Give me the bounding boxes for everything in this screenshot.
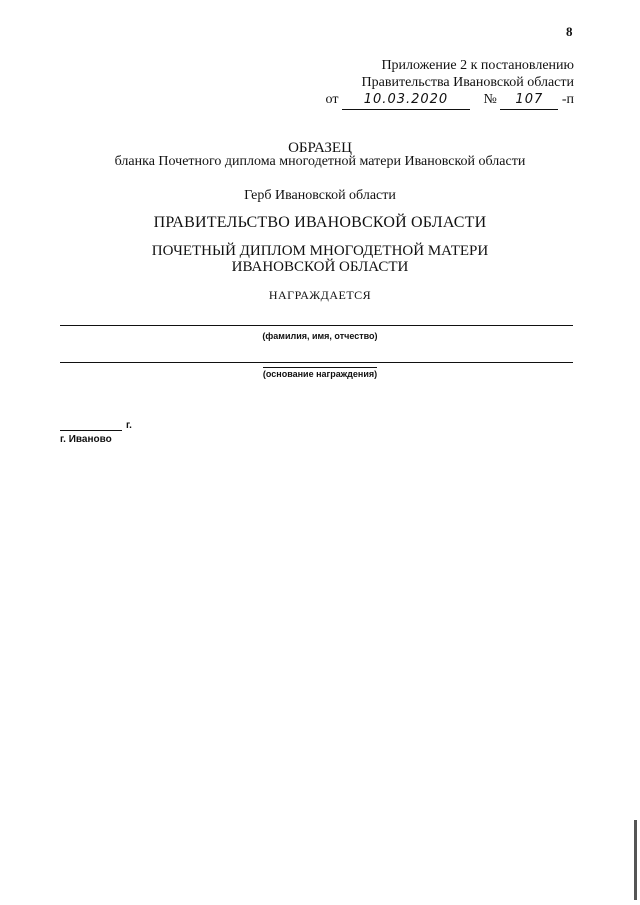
sample-subtitle: бланка Почетного диплома многодетной матери Ивановской области bbox=[114, 154, 526, 169]
handwritten-date: 10.03.2020 bbox=[342, 91, 470, 110]
appendix-date-number-line bbox=[326, 91, 574, 110]
scan-edge-mark bbox=[634, 820, 637, 900]
reason-field-caption: (основание награждения) bbox=[262, 369, 378, 379]
government-heading: ПРАВИТЕЛЬСТВО ИВАНОВСКОЙ ОБЛАСТИ bbox=[153, 214, 487, 231]
name-field-line bbox=[60, 325, 573, 326]
from-prefix: от bbox=[325, 92, 339, 107]
year-line bbox=[60, 420, 132, 431]
number-prefix: № bbox=[483, 92, 497, 107]
diploma-title-line-2: ИВАНОВСКОЙ ОБЛАСТИ bbox=[231, 259, 409, 275]
reason-field-line bbox=[60, 362, 573, 363]
name-field-caption: (фамилия, имя, отчество) bbox=[262, 331, 378, 341]
appendix-line-1: Приложение 2 к постановлению bbox=[381, 58, 574, 73]
diploma-title-line-1: ПОЧЕТНЫЙ ДИПЛОМ МНОГОДЕТНОЙ МАТЕРИ bbox=[151, 243, 489, 259]
emblem-placeholder: Герб Ивановской области bbox=[244, 188, 396, 203]
page-number: 8 bbox=[566, 24, 573, 39]
year-suffix: г. bbox=[126, 420, 132, 431]
appendix-line-2: Правительства Ивановской области bbox=[361, 75, 574, 90]
number-suffix: -п bbox=[561, 92, 574, 107]
sample-heading: ОБРАЗЕЦ bbox=[288, 140, 352, 156]
city-label: г. Иваново bbox=[60, 434, 112, 445]
reason-field-caption-wrap bbox=[0, 367, 640, 379]
year-blank bbox=[60, 430, 122, 431]
awarded-label: НАГРАЖДАЕТСЯ bbox=[268, 288, 372, 302]
handwritten-number: 107 bbox=[500, 91, 558, 110]
